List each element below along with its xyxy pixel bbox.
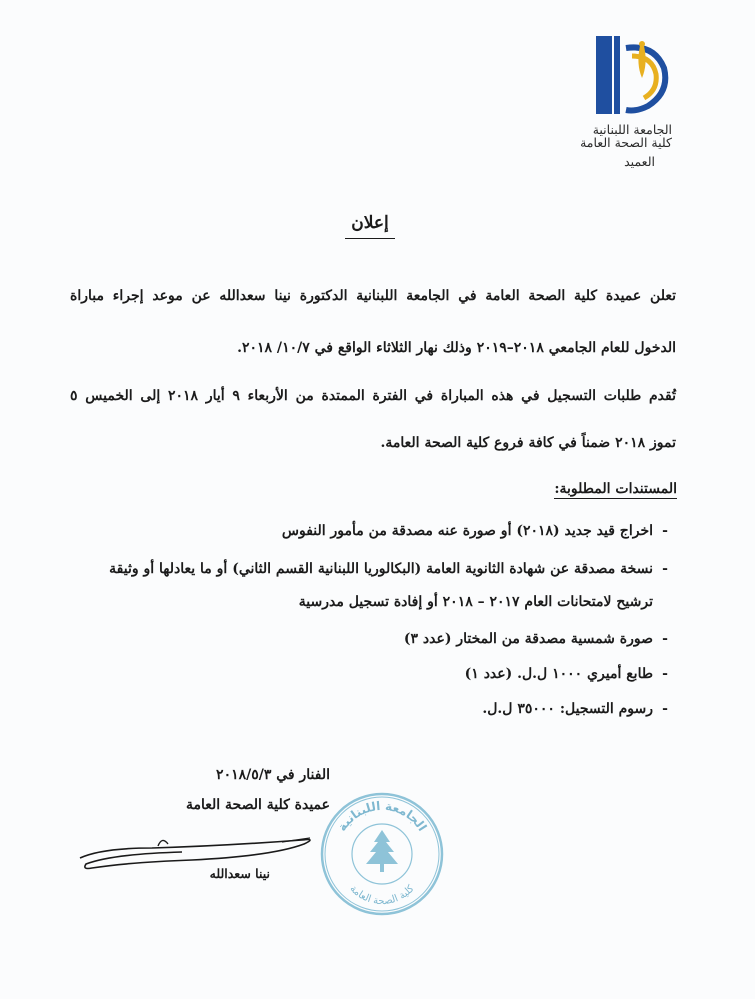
paragraph-1-line-1: تعلن عميدة كلية الصحة العامة في الجامعة اللبنانية الدكتورة نينا سعدالله عن موعد إجراء مباراة <box>70 288 676 304</box>
list-item-text: صورة شمسية مصدقة من المختار (عدد ٣) <box>403 631 653 647</box>
list-item-text: ترشيح لامتحانات العام ٢٠١٧ – ٢٠١٨ أو إفادة تسجيل مدرسية <box>298 594 653 610</box>
lebanese-university-logo <box>596 36 678 114</box>
list-item-text: طابع أميري ١٠٠٠ ل.ل. (عدد ١) <box>464 666 653 682</box>
list-item-text: اخراج قيد جديد (٢٠١٨) أو صورة عنه مصدقة من مأمور النفوس <box>281 523 653 539</box>
list-item <box>57 523 677 539</box>
svg-text:كلية الصحة العامة: كلية الصحة العامة <box>347 883 417 908</box>
svg-text:الجامعة اللبنانية: الجامعة اللبنانية <box>334 798 430 834</box>
list-bullet: - <box>662 701 668 717</box>
official-seal-stamp <box>318 790 446 918</box>
paragraph-2-line-1: تُقدم طلبات التسجيل في هذه المباراة في الفترة الممتدة من الأربعاء ٩ أيار ٢٠١٨ إلى الخميس ٥ <box>70 388 676 404</box>
title-underline <box>345 238 395 239</box>
list-item-text: رسوم التسجيل: ٣٥٠٠٠ ل.ل. <box>482 701 653 717</box>
paragraph-1-line-2: الدخول للعام الجامعي ٢٠١٨–٢٠١٩ وذلك نهار الثلاثاء الواقع في ١٠/٧/ ٢٠١٨. <box>237 340 676 356</box>
list-bullet: - <box>662 631 668 647</box>
list-bullet: - <box>662 666 668 682</box>
list-item <box>57 701 677 717</box>
list-item <box>57 666 677 682</box>
list-bullet: - <box>662 561 668 577</box>
signatory-name: نينا سعدالله <box>209 866 270 881</box>
list-bullet: - <box>662 523 668 539</box>
required-documents-heading: المستندات المطلوبة: <box>554 481 677 497</box>
dean-office-label: العميد <box>624 154 655 169</box>
list-item <box>57 561 677 577</box>
signatory-role: عميدة كلية الصحة العامة <box>185 797 330 813</box>
paragraph-2-line-2: تموز ٢٠١٨ ضمناً في كافة فروع كلية الصحة العامة. <box>380 435 676 451</box>
page-title: إعلان <box>351 213 389 233</box>
list-item-continuation <box>33 594 677 610</box>
list-item-text: نسخة مصدقة عن شهادة الثانوية العامة (البكالوريا اللبنانية القسم الثاني) أو ما يعادلها أو وثيقة <box>109 561 653 577</box>
place-and-date: الفنار في ٢٠١٨/٥/٣ <box>216 767 330 783</box>
faculty-name: كلية الصحة العامة <box>580 135 672 150</box>
university-name: الجامعة اللبنانية <box>592 122 672 137</box>
list-item <box>57 631 677 647</box>
